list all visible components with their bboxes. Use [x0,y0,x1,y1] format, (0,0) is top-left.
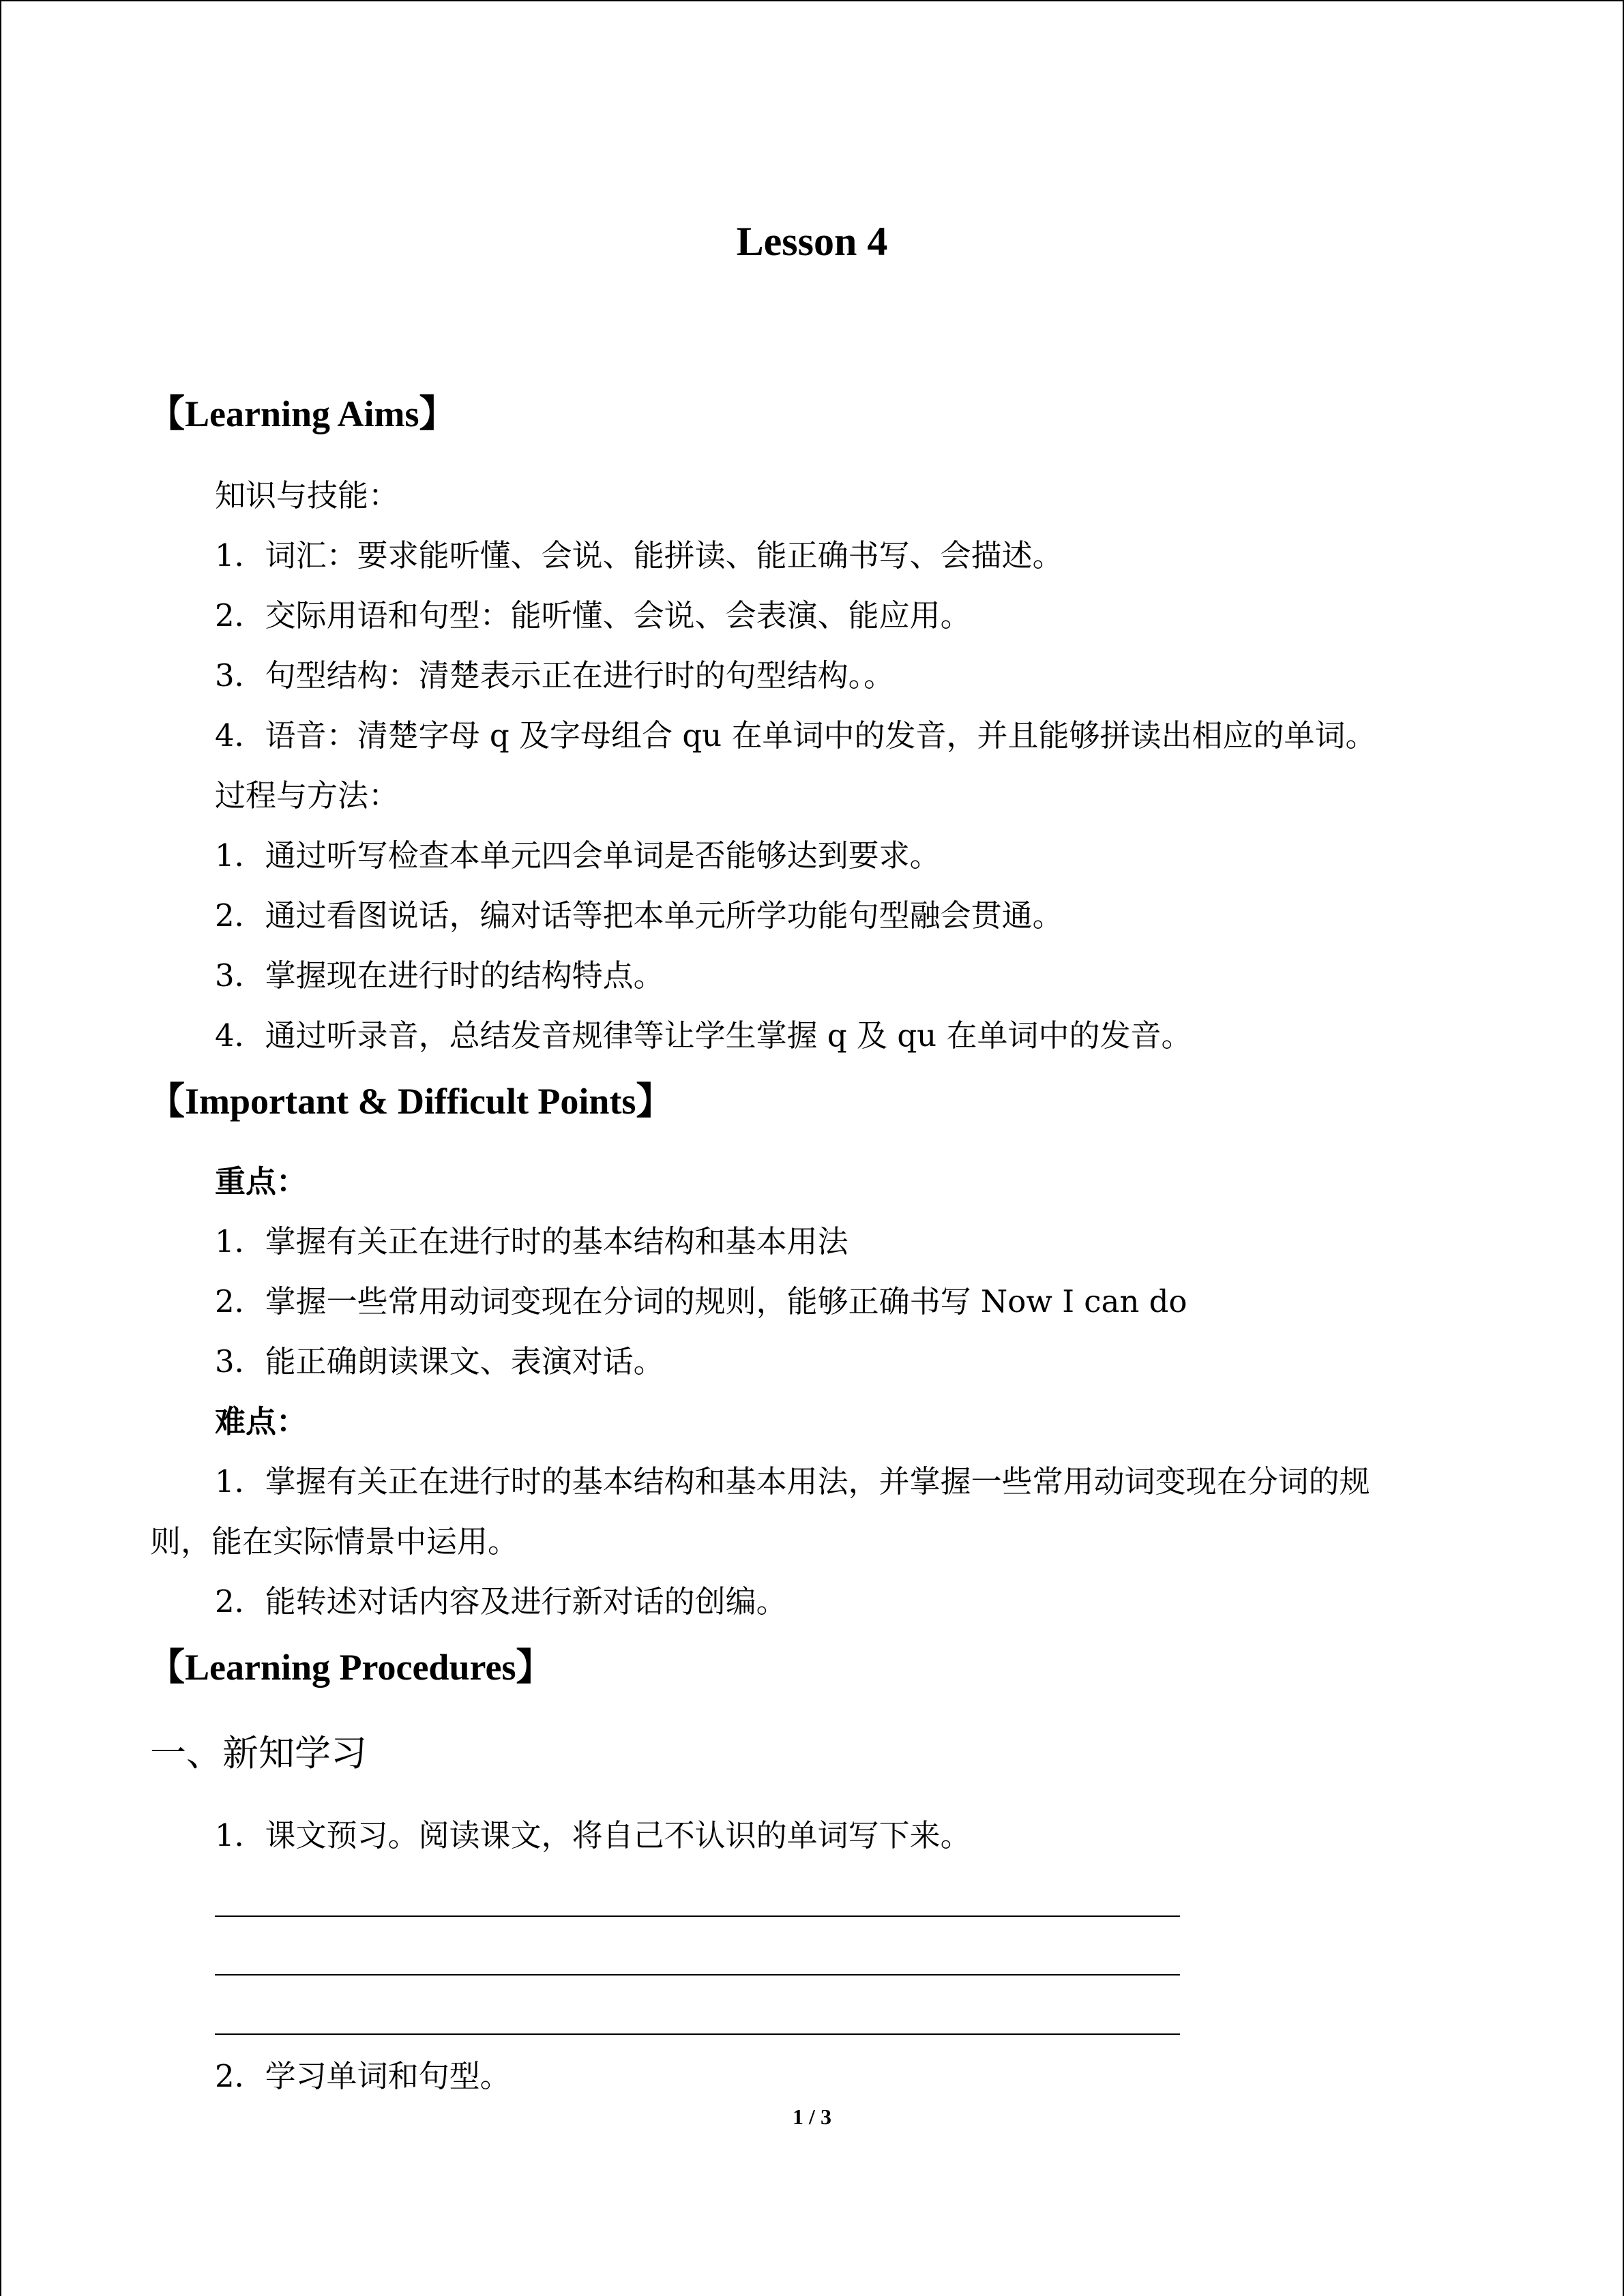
difficult-point-item-continuation: 则，能在实际情景中运用。 [150,1523,519,1560]
knowledge-item: 2．交际用语和句型：能听懂、会说、会表演、能应用。 [215,597,971,633]
answer-blank-line[interactable] [215,1974,1180,1976]
points-heading: 【Important & Difficult Points】 [148,1081,673,1122]
procedure-item: 2．学习单词和句型。 [215,2058,511,2094]
key-points-label: 重点： [215,1163,308,1199]
process-item: 1．通过听写检查本单元四会单词是否能够达到要求。 [215,837,941,874]
key-point-item: 1．掌握有关正在进行时的基本结构和基本用法 [215,1223,848,1259]
knowledge-skills-label: 知识与技能： [215,477,400,513]
procedures-heading: 【Learning Procedures】 [148,1647,553,1688]
key-point-item: 3．能正确朗读课文、表演对话。 [215,1343,664,1380]
process-item: 2．通过看图说话，编对话等把本单元所学功能句型融会贯通。 [215,897,1063,934]
difficult-points-label: 难点： [215,1403,308,1440]
answer-blank-line[interactable] [215,2033,1180,2035]
key-point-item: 2．掌握一些常用动词变现在分词的规则，能够正确书写 Now I can do [215,1283,1187,1320]
answer-blank-line[interactable] [215,1915,1180,1917]
process-item: 4．通过听录音，总结发音规律等让学生掌握 q 及 qu 在单词中的发音。 [215,1017,1192,1054]
learning-aims-heading: 【Learning Aims】 [148,393,456,434]
procedure-item: 1．课文预习。阅读课文，将自己不认识的单词写下来。 [215,1817,971,1853]
process-method-label: 过程与方法： [215,777,400,814]
page-title: Lesson 4 [736,219,888,264]
difficult-point-item: 2．能转述对话内容及进行新对话的创编。 [215,1583,787,1620]
section-title-new-knowledge: 一、新知学习 [150,1733,367,1774]
knowledge-item: 3．句型结构：清楚表示正在进行时的句型结构。。 [215,657,895,694]
knowledge-item: 4．语音：清楚字母 q 及字母组合 qu 在单词中的发音，并且能够拼读出相应的单词。 [215,717,1376,754]
page-number: 1 / 3 [793,2104,831,2129]
difficult-point-item: 1．掌握有关正在进行时的基本结构和基本用法，并掌握一些常用动词变现在分词的规 [215,1463,1370,1500]
process-item: 3．掌握现在进行时的结构特点。 [215,957,664,994]
knowledge-item: 1．词汇：要求能听懂、会说、能拼读、能正确书写、会描述。 [215,537,1063,573]
